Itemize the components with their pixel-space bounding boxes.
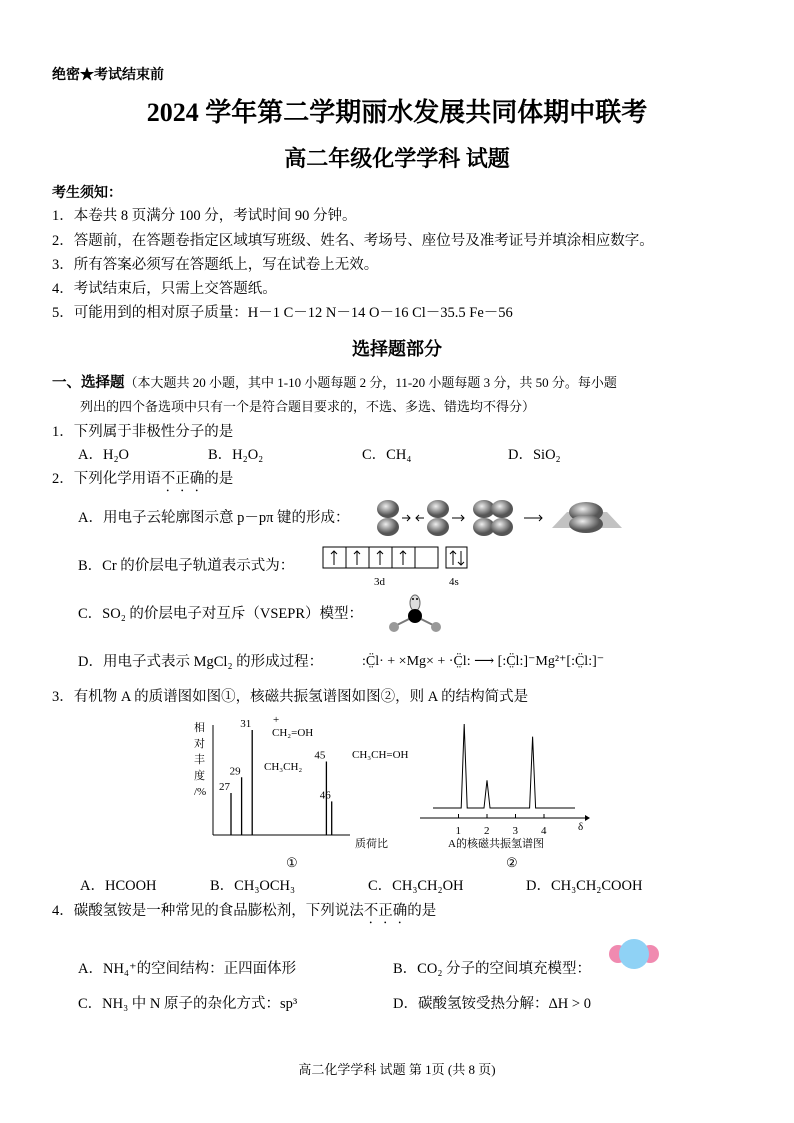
ylabel-char: /% <box>194 786 207 798</box>
section-desc: （本大题共 20 小题，其中 1-10 小题每题 2 分，11-20 小题每题 3 分，共 50 分。每小题 <box>124 375 617 390</box>
ylabel-char: 度 <box>194 770 205 782</box>
ylabel-char: 丰 <box>194 754 205 766</box>
section-title: 选择题部分 <box>352 339 442 359</box>
q3-option-c: C．CH₃CH₂OH <box>368 878 464 894</box>
figure-caption: ② <box>506 855 518 870</box>
q2-option-c: C．SO₂ 的价层电子对互斥（VSEPR）模型： <box>78 606 364 622</box>
ms-peak-label: 45 <box>314 749 326 762</box>
nmr-tick-label: 1 <box>455 825 461 837</box>
ms-peak-label: 27 <box>219 781 230 793</box>
ms-peak-label: 29 <box>229 765 241 778</box>
notice-item: 5．可能用到的相对原子质量：H－1 C－12 N－14 O－16 Cl－35.5 Fe－56 <box>52 305 513 321</box>
notice-item: 4．考试结束后，只需上交答题纸。 <box>52 281 277 297</box>
q2-stem: 2．下列化学用语不正确的是 <box>52 471 234 487</box>
nmr-caption: A的核磁共振氢谱图 <box>448 838 544 850</box>
notice-item: 2．答题前，在答题卷指定区域填写班级、姓名、考场号、座位号及准考证号并填涂相应数字。 <box>52 233 654 249</box>
q4-option-d: D．碳酸氢铵受热分解：ΔH > 0 <box>393 996 591 1012</box>
exam-title: 2024 学年第二学期丽水发展共同体期中联考 <box>146 98 648 127</box>
figure-caption: ① <box>286 855 298 870</box>
q1-option-d: D．SiO₂ <box>508 447 561 463</box>
ion-charge: + <box>273 714 280 726</box>
ion-label-45: CH₃CH=OH <box>352 749 409 761</box>
exam-subtitle: 高二年级化学学科 试题 <box>284 146 510 171</box>
q4-option-c: C．NH₃ 中 N 原子的杂化方式：sp³ <box>78 996 298 1012</box>
delta-axis-label: δ <box>578 821 584 833</box>
q4-stem: 4．碳酸氢铵是一种常见的食品膨松剂，下列说法不正确的是 <box>52 903 437 919</box>
x-axis-label: 质荷比 <box>355 838 388 850</box>
q3-stem: 3．有机物 A 的质谱图如图①，核磁共振氢谱图如图②，则 A 的结构简式是 <box>52 689 529 705</box>
q1-option-c: C．CH₄ <box>362 447 412 463</box>
q4-option-a: A．NH₄⁺的空间结构：正四面体形 <box>78 961 297 977</box>
ylabel-char: 相 <box>194 722 205 734</box>
secret-label: 绝密★考试结束前 <box>52 68 164 83</box>
ion-label-31: CH₂=OH <box>272 727 314 739</box>
q2-option-d: D．用电子式表示 MgCl₂ 的形成过程： <box>78 654 324 670</box>
page-footer: 高二化学学科 试题 第 1页 (共 8 页) <box>298 1062 496 1077</box>
co2-space-filling-model <box>608 934 660 974</box>
mgcl2-formation: :C̤̈l· + ×Mg× + ·C̤̈l: ⟶ [:C̤̈l:]⁻Mg²⁺[:C̤̈l:]⁻ <box>362 654 605 669</box>
q3-option-a: A．HCOOH <box>80 878 157 894</box>
q1-stem: 1．下列属于非极性分子的是 <box>52 424 234 440</box>
nmr-tick-label: 2 <box>484 825 490 837</box>
label-3d: 3d <box>374 576 385 588</box>
q1-option-a: A．H₂O <box>78 447 129 463</box>
q4-option-b: B．CO₂ 分子的空间填充模型： <box>393 961 591 977</box>
ion-label-29: CH₃CH₂ <box>264 761 303 773</box>
pi-bond-orbital-diagram <box>372 498 622 538</box>
section-heading: 一、选择题 <box>52 375 125 391</box>
notice-item: 1．本卷共 8 页满分 100 分，考试时间 90 分钟。 <box>52 208 357 224</box>
notice-item: 3．所有答案必须写在答题纸上，写在试卷上无效。 <box>52 257 379 273</box>
nmr-spectrum-line <box>433 724 575 808</box>
q2-option-a: A．用电子云轮廓图示意 p－pπ 键的形成： <box>78 510 350 526</box>
ms-peak-label: 46 <box>319 789 331 802</box>
ylabel-char: 对 <box>194 738 205 750</box>
section-desc: 列出的四个备选项中只有一个是符合题目要求的，不选、多选、错选均不得分） <box>80 399 536 414</box>
mass-spectrum <box>180 710 420 870</box>
label-4s: 4s <box>449 576 459 588</box>
nmr-tick-label: 3 <box>512 825 518 837</box>
cr-orbital-boxes <box>322 546 472 572</box>
notice-heading: 考生须知： <box>52 186 122 201</box>
q3-option-d: D．CH₃CH₂COOH <box>526 878 643 894</box>
q1-option-b: B．H₂O₂ <box>208 447 264 463</box>
so2-vsepr-model <box>385 594 445 636</box>
nmr-tick-label: 4 <box>541 825 547 837</box>
ms-peak-label: 31 <box>240 718 252 730</box>
q2-option-b: B．Cr 的价层电子轨道表示式为： <box>78 558 295 574</box>
q3-option-b: B．CH₃OCH₃ <box>210 878 296 894</box>
